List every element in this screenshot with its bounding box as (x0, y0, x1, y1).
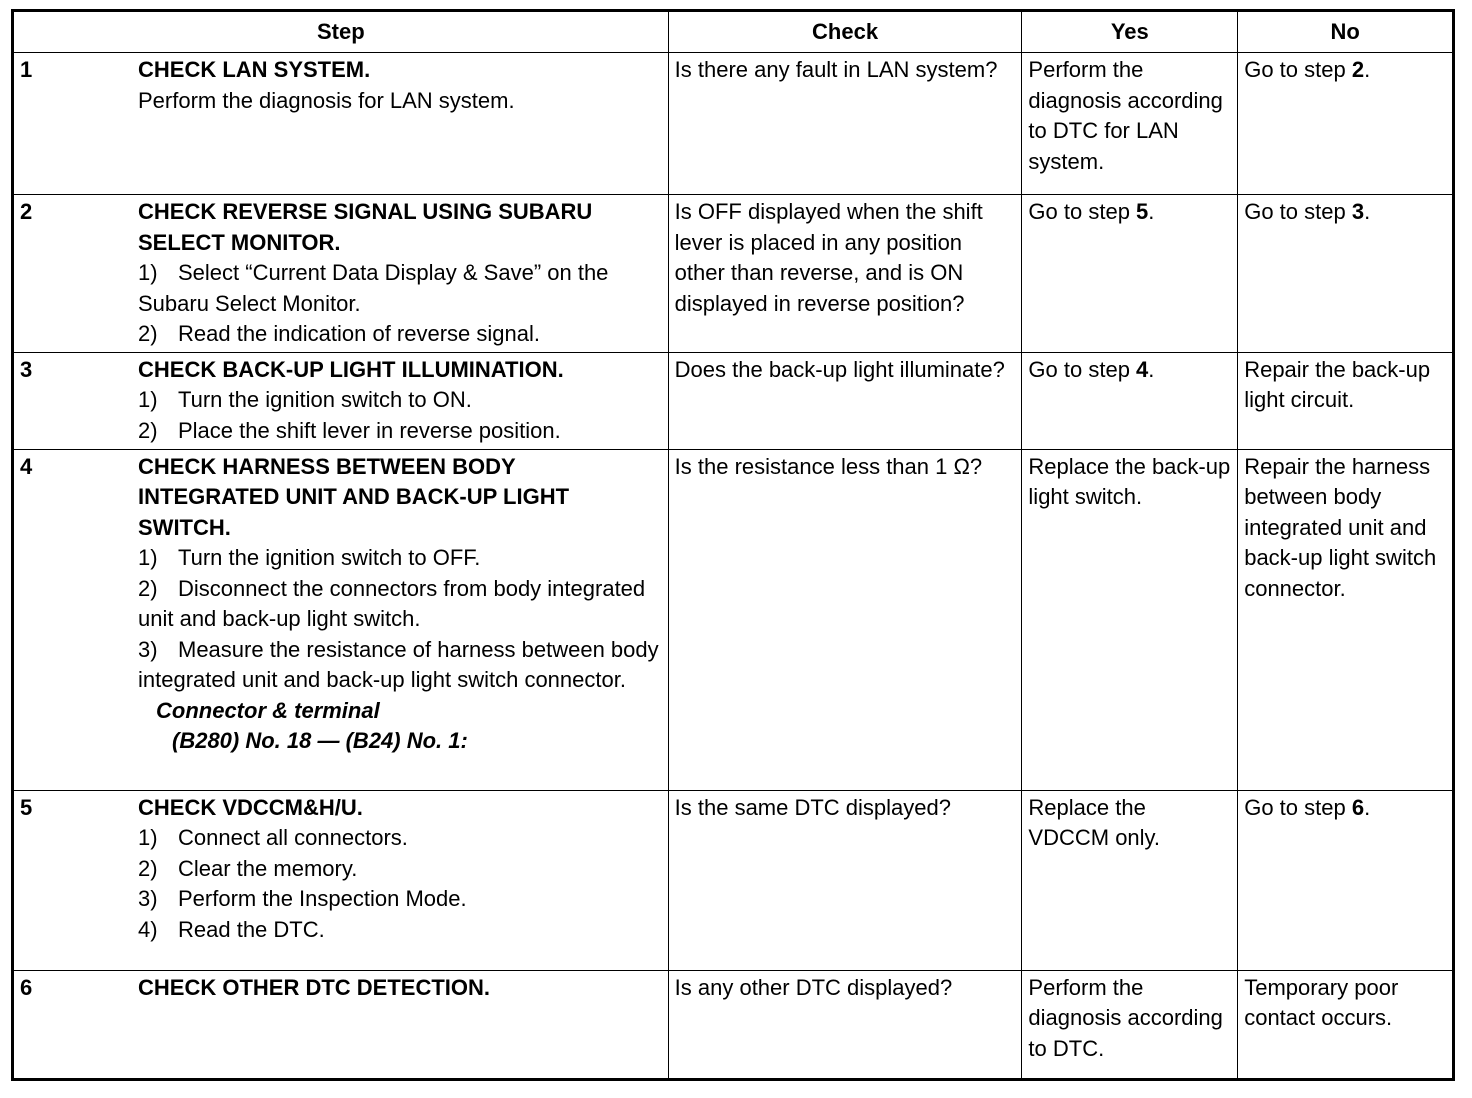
yes-goto-step: 5 (1136, 199, 1149, 224)
connector-label: Connector & terminal (156, 697, 380, 723)
substep-text: Perform the Inspection Mode. (178, 886, 467, 911)
step-number: 1 (20, 57, 33, 82)
step-number: 5 (20, 794, 33, 820)
substep-number: 2) (138, 321, 158, 346)
table-row (13, 352, 1454, 449)
substep-text: Select “Current Data Display & Save” on the Subaru Select Monitor. (138, 260, 609, 316)
table-row (13, 790, 1454, 970)
no-suffix: . (1364, 794, 1371, 820)
substep-text: Connect all connectors. (178, 825, 408, 850)
header-yes: Yes (1022, 11, 1238, 53)
yes-cell: Replace the VDCCM only. (1022, 790, 1238, 970)
no-cell: Temporary poor contact occurs. (1238, 970, 1454, 1079)
substep (138, 416, 662, 447)
substep-number: 3) (138, 636, 158, 662)
no-cell (1238, 195, 1454, 353)
no-goto-step: 3 (1351, 199, 1365, 224)
substep (138, 258, 662, 319)
step-cell (13, 352, 669, 449)
yes-cell (1022, 352, 1238, 449)
header-row (13, 11, 1454, 53)
check-cell: Is there any fault in LAN system? (668, 53, 1022, 195)
check-cell: Is the resistance less than 1 Ω? (668, 449, 1022, 790)
substep (138, 915, 662, 946)
step-title: CHECK BACK-UP LIGHT ILLUMINATION. (138, 356, 564, 382)
header-check: Check (668, 11, 1022, 53)
step-cell (13, 53, 669, 195)
substep (138, 635, 662, 696)
check-cell: Is the same DTC displayed? (668, 790, 1022, 970)
substep-text: Read the indication of reverse signal. (178, 321, 540, 346)
substep-number: 2) (138, 855, 158, 881)
substep-text: Turn the ignition switch to ON. (178, 387, 472, 412)
substep-number: 3) (138, 886, 158, 911)
diagnostic-table (11, 9, 1455, 1081)
step-title: CHECK VDCCM&H/U. (138, 794, 363, 820)
no-goto-step: 2 (1351, 57, 1365, 82)
yes-suffix: . (1148, 199, 1155, 224)
step-number: 3 (20, 356, 33, 382)
table-row (13, 195, 1454, 353)
header-step: Step (13, 11, 669, 53)
substep-text: Place the shift lever in reverse position. (178, 417, 561, 443)
step-title: CHECK OTHER DTC DETECTION. (138, 974, 490, 1000)
step-cell (13, 449, 669, 790)
table-row (13, 970, 1454, 1079)
substep (138, 854, 662, 885)
table-row (13, 53, 1454, 195)
substep (138, 884, 662, 915)
yes-cell (1022, 195, 1238, 353)
step-instruction: Perform the diagnosis for LAN system. (138, 87, 515, 113)
substep-number: 1) (138, 387, 158, 412)
substep-text: Disconnect the connectors from body integrated unit and back-up light switch. (138, 575, 646, 631)
no-text: Go to step (1244, 57, 1352, 82)
header-no: No (1238, 11, 1454, 53)
no-cell (1238, 790, 1454, 970)
step-cell (13, 790, 669, 970)
no-text: Go to step (1244, 199, 1352, 224)
yes-goto-step: 4 (1136, 356, 1149, 382)
substep (138, 319, 662, 350)
step-title: CHECK HARNESS BETWEEN BODY INTEGRATED UNIT AND BACK-UP LIGHT SWITCH. (138, 453, 570, 540)
yes-cell: Replace the back-up light switch. (1022, 449, 1238, 790)
substep (138, 543, 662, 574)
check-cell: Does the back-up light illuminate? (668, 352, 1022, 449)
no-suffix: . (1364, 57, 1371, 82)
yes-text: Go to step (1028, 199, 1137, 224)
step-number: 6 (20, 974, 33, 1000)
substep-number: 2) (138, 417, 158, 443)
substep-number: 1) (138, 260, 158, 285)
no-suffix: . (1364, 199, 1371, 224)
step-number: 2 (20, 199, 33, 224)
substep-number: 2) (138, 575, 158, 601)
substep-number: 4) (138, 916, 158, 942)
step-cell (13, 970, 669, 1079)
substep-text: Read the DTC. (178, 916, 325, 942)
connector-terminal-value: (B280) No. 18 — (B24) No. 1: (172, 728, 468, 753)
yes-cell: Perform the diagnosis according to DTC for LAN system. (1022, 53, 1238, 195)
yes-cell: Perform the diagnosis according to DTC. (1022, 970, 1238, 1079)
step-cell (13, 195, 669, 353)
substep (138, 823, 662, 854)
step-title: CHECK LAN SYSTEM. (138, 57, 371, 82)
table-row (13, 449, 1454, 790)
step-title: CHECK REVERSE SIGNAL USING SUBARU SELECT MONITOR. (138, 199, 593, 255)
no-cell (1238, 53, 1454, 195)
substep-number: 1) (138, 545, 158, 570)
yes-suffix: . (1148, 356, 1155, 382)
substep-text: Clear the memory. (178, 855, 358, 881)
step-number: 4 (20, 453, 33, 479)
substep-text: Measure the resistance of harness between body integrated unit and back-up light switch connector. (138, 636, 659, 692)
yes-text: Go to step (1028, 356, 1137, 382)
substep (138, 385, 662, 416)
substep-number: 1) (138, 825, 158, 850)
check-cell: Is any other DTC displayed? (668, 970, 1022, 1079)
no-text: Go to step (1244, 794, 1352, 820)
no-goto-step: 6 (1351, 794, 1365, 820)
no-cell: Repair the harness between body integrated unit and back-up light switch connector. (1238, 449, 1454, 790)
no-cell: Repair the back-up light circuit. (1238, 352, 1454, 449)
substep-text: Turn the ignition switch to OFF. (178, 545, 481, 570)
check-cell: Is OFF displayed when the shift lever is placed in any position other than reverse, and is ON displayed in reverse position? (668, 195, 1022, 353)
substep (138, 574, 662, 635)
